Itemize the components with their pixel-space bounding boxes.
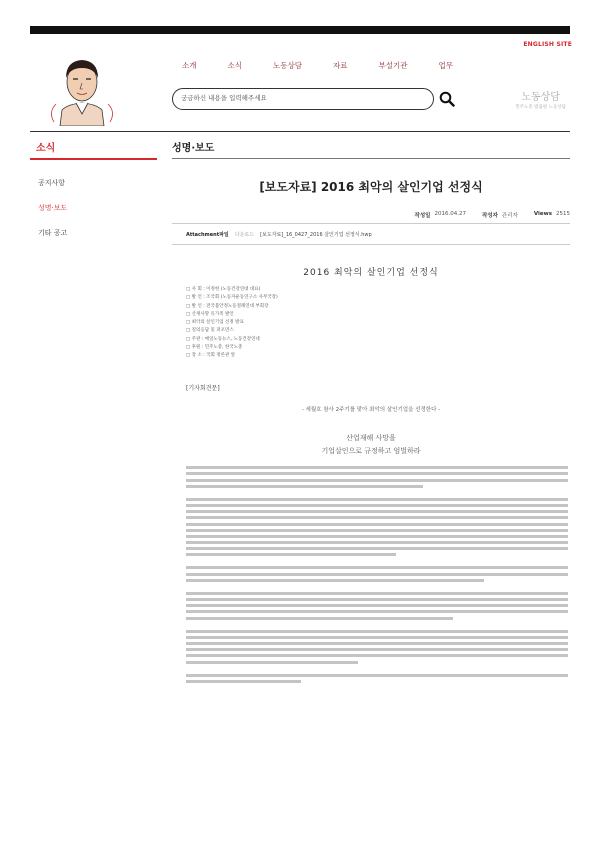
info-line: □ 사 회 : 이정현 (노동건강연대 대표) <box>186 287 261 292</box>
body-text-line <box>186 680 301 683</box>
attachment-row <box>186 231 372 238</box>
body-text-line <box>186 648 568 651</box>
page-title: 성명·보도 <box>172 143 215 154</box>
event-info <box>186 286 278 361</box>
attachment-type: 다운로드 <box>234 232 255 238</box>
body-text-line <box>186 661 358 664</box>
date-label: 작성일 <box>414 213 431 219</box>
main-divider <box>172 158 570 159</box>
info-line: □ 발 언 : 조국회 (노동자운동연구소 사무국장) <box>186 295 278 301</box>
search-input[interactable]: 궁금하신 내용을 입력해주세요 <box>172 88 434 110</box>
sidebar-menu <box>38 178 67 253</box>
body-text-line <box>186 504 568 507</box>
body-text-line <box>186 535 568 538</box>
nav-resources[interactable]: 자료 <box>332 61 348 70</box>
meta-divider <box>172 223 570 224</box>
press-tag: [기자회견문] <box>186 385 220 392</box>
body-text-line <box>186 529 568 532</box>
body-text-line <box>186 610 568 613</box>
sidebar-divider <box>30 158 157 160</box>
header-divider <box>30 131 570 132</box>
body-text-line <box>186 604 568 607</box>
consulting-logo-sub: 민주노총 법률원 노동상담 <box>515 105 566 110</box>
top-bar <box>30 26 570 34</box>
body-text-line <box>186 541 568 544</box>
document-subtitle: - 세월호 참사 2주기를 맞아 최악의 살인기업을 선정한다 - <box>301 407 441 413</box>
sidebar-item-other[interactable]: 기타 공고 <box>38 229 68 237</box>
nav-consulting[interactable]: 노동상담 <box>273 61 302 70</box>
body-text-line <box>186 617 453 620</box>
info-line: □ 산재사망 유가족 발언 <box>186 311 234 317</box>
consulting-logo[interactable] <box>515 88 566 110</box>
views-label: Views <box>533 211 552 217</box>
post-meta <box>415 211 571 219</box>
body-text-line <box>186 472 568 475</box>
body-text-line <box>186 479 568 482</box>
post-views: 2515 <box>556 211 570 217</box>
author-label: 작성자 <box>481 213 498 219</box>
body-text-line <box>186 466 568 469</box>
body-text-line <box>186 636 568 639</box>
info-line: □ 장 소 : 국회 정론관 앞 <box>186 353 236 359</box>
sidebar-item-notice[interactable]: 공지사항 <box>38 179 66 187</box>
nav-intro[interactable]: 소개 <box>182 61 197 70</box>
sidebar-item-statements[interactable]: 성명·보도 <box>38 204 68 212</box>
nav-work[interactable]: 업무 <box>438 61 453 70</box>
post-title: [보도자료] 2016 최악의 살인기업 선정식 <box>259 180 483 194</box>
post-date: 2016.04.27 <box>434 211 466 217</box>
body-text-line <box>186 592 568 595</box>
body-text-line <box>186 523 568 526</box>
body-paragraph <box>186 630 568 664</box>
body-text-line <box>186 579 484 582</box>
body-paragraph <box>186 674 568 683</box>
body-text-line <box>186 547 568 550</box>
body-text-line <box>186 566 568 569</box>
english-site-link[interactable]: ENGLISH SITE <box>523 41 572 48</box>
main-nav <box>182 60 484 71</box>
body-paragraph <box>186 498 568 557</box>
attachment-link[interactable]: [보도자료]_16_0427_2016 살인기업 선정식.hwp <box>260 232 372 238</box>
attachment-divider <box>172 244 570 245</box>
body-text-line <box>186 553 396 556</box>
subhead-line: 기업살인으로 규정하고 엄벌하라 <box>321 447 421 455</box>
sidebar-title: 소식 <box>36 143 56 154</box>
subhead-line: 산업재해 사망을 <box>346 434 396 442</box>
body-text-line <box>186 598 568 601</box>
body-text-line <box>186 674 568 677</box>
info-line: □ 주관 : 매일노동뉴스, 노동건강연대 <box>186 336 260 342</box>
body-text-line <box>186 642 568 645</box>
document-subhead <box>172 432 570 458</box>
body-text-line <box>186 630 568 633</box>
body-text-line <box>186 573 568 576</box>
search-icon[interactable] <box>439 91 455 107</box>
nav-news[interactable]: 소식 <box>227 61 242 70</box>
body-text-line <box>186 498 568 501</box>
nav-affiliates[interactable]: 부설기관 <box>378 61 408 70</box>
body-paragraph <box>186 592 568 620</box>
info-line: □ 후원 : 민주노총, 한국노총 <box>186 345 243 351</box>
document-title: 2016 최악의 살인기업 선정식 <box>303 268 439 278</box>
consulting-logo-main: 노동상담 <box>521 92 560 103</box>
body-text-line <box>186 654 568 657</box>
post-author: 관리자 <box>501 213 518 219</box>
body-paragraph <box>186 466 568 488</box>
body-text-line <box>186 516 568 519</box>
attachment-label: Attachment파일 <box>186 232 229 238</box>
document-body <box>186 463 568 693</box>
portrait-logo[interactable] <box>38 48 126 126</box>
body-text-line <box>186 485 423 488</box>
body-paragraph <box>186 566 568 581</box>
body-text-line <box>186 510 568 513</box>
info-line: □ 최악의 살인기업 선정 발표 <box>186 320 244 326</box>
info-line: □ 발 언 : 전국불안정노동철폐연대 부회장 <box>186 303 269 309</box>
info-line: □ 질의응답 및 퍼포먼스 <box>186 328 234 334</box>
